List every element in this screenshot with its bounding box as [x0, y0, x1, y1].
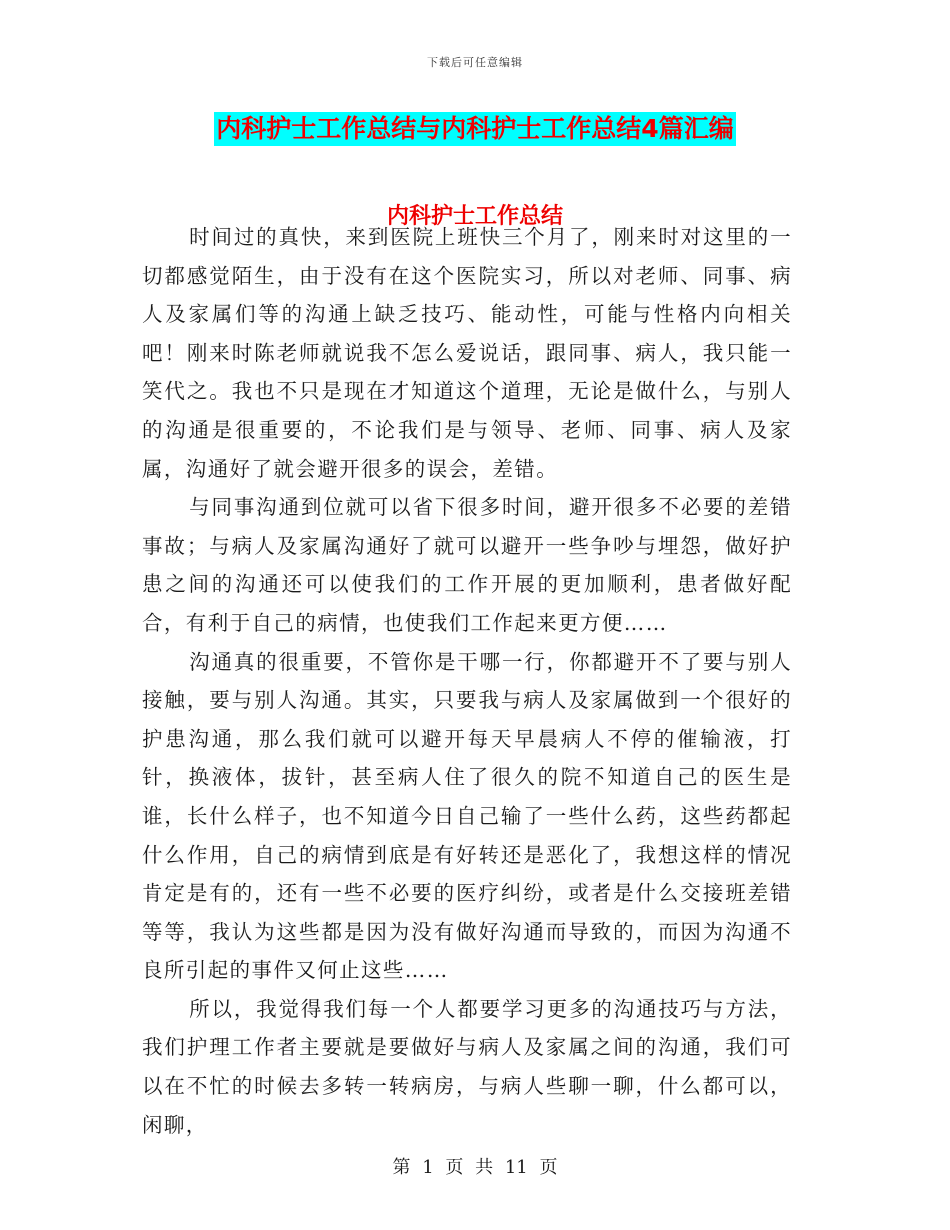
document-title-container	[0, 112, 950, 146]
section-title: 内科护士工作总结	[386, 204, 563, 229]
document-title: 内科护士工作总结与内科护士工作总结4篇汇编	[214, 112, 735, 146]
page-footer: 第 1 页 共 11 页	[392, 1157, 558, 1178]
page-header-note: 下载后可任意编辑	[427, 56, 523, 69]
paragraph: 与同事沟通到位就可以省下很多时间，避开很多不必要的差错事故；与病人及家属沟通好了就可以避开一些争吵与埋怨，做好护患之间的沟通还可以使我们的工作开展的更加顺利，患者做好配合，有利于自己的病情，也使我们工作起来更方便……	[142, 495, 792, 635]
paragraph: 时间过的真快，来到医院上班快三个月了，刚来时对这里的一切都感觉陌生，由于没有在这个医院实习，所以对老师、同事、病人及家属们等的沟通上缺乏技巧、能动性，可能与性格内向相关吧！刚来时陈老师就说我不怎么爱说话，跟同事、病人，我只能一笑代之。我也不只是现在才知道这个道理，无论是做什么，与别人的沟通是很重要的，不论我们是与领导、老师、同事、病人及家属，沟通好了就会避开很多的误会，差错。	[142, 225, 792, 481]
paragraph: 沟通真的很重要，不管你是干哪一行，你都避开不了要与别人接触，要与别人沟通。其实，只要我与病人及家属做到一个很好的护患沟通，那么我们就可以避开每天早晨病人不停的催输液，打针，换液体，拔针，甚至病人住了很久的院不知道自己的医生是谁，长什么样子，也不知道今日自己输了一些什么药，这些药都起什么作用，自己的病情到底是有好转还是恶化了，我想这样的情况肯定是有的，还有一些不必要的医疗纠纷，或者是什么交接班差错等等，我认为这些都是因为没有做好沟通而导致的，而因为沟通不良所引起的事件又何止这些……	[142, 649, 792, 983]
document-body	[142, 218, 792, 1144]
paragraph: 所以，我觉得我们每一个人都要学习更多的沟通技巧与方法，我们护理工作者主要就是要做好与病人及家属之间的沟通，我们可以在不忙的时候去多转一转病房，与病人些聊一聊，什么都可以，闲聊，	[142, 996, 792, 1137]
